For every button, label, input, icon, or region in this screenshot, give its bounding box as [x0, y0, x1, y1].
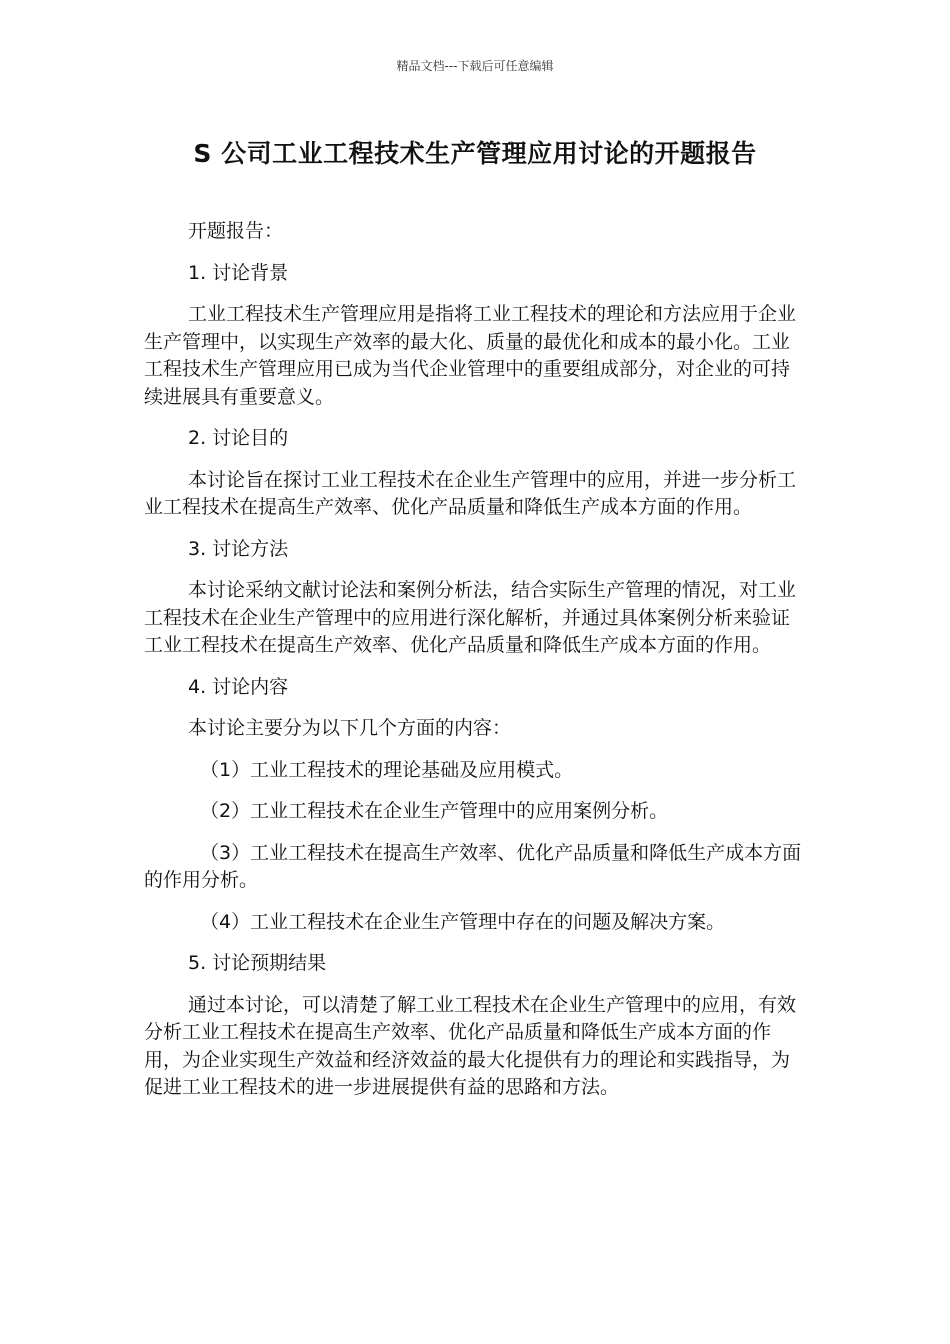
list-item: （2）工业工程技术在企业生产管理中的应用案例分析。 — [200, 800, 669, 822]
section-intro-content: 本讨论主要分为以下几个方面的内容： — [188, 717, 512, 739]
section-heading-background: 1. 讨论背景 — [188, 261, 289, 284]
intro-label: 开题报告： — [188, 220, 284, 242]
document-body — [144, 218, 808, 1102]
section-heading-expected-results: 5. 讨论预期结果 — [188, 952, 327, 974]
section-heading-method: 3. 讨论方法 — [188, 537, 289, 560]
list-item: （1）工业工程技术的理论基础及应用模式。 — [200, 758, 574, 781]
page-header: 精品文档---下载后可任意编辑 — [396, 59, 554, 73]
list-item: （4）工业工程技术在企业生产管理中存在的问题及解决方案。 — [200, 910, 726, 933]
section-body-method: 本讨论采纳文献讨论法和案例分析法，结合实际生产管理的情况，对工业工程技术在企业生产管理中的应用进行深化解析，并通过具体案例分析来验证工业工程技术在提高生产效率、优化产品质量和降低生产成本方面的作用。 — [144, 579, 797, 656]
list-item: （3）工业工程技术在提高生产效率、优化产品质量和降低生产成本方面的作用分析。 — [144, 841, 802, 891]
section-heading-content: 4. 讨论内容 — [188, 675, 289, 698]
section-heading-purpose: 2. 讨论目的 — [188, 427, 289, 449]
section-body-expected-results: 通过本讨论，可以清楚了解工业工程技术在企业生产管理中的应用，有效分析工业工程技术在提高生产效率、优化产品质量和降低生产成本方面的作用，为企业实现生产效益和经济效益的最大化提供有力的理论和实践指导，为促进工业工程技术的进一步进展提供有益的思路和方法。 — [144, 993, 797, 1098]
section-body-background: 工业工程技术生产管理应用是指将工业工程技术的理论和方法应用于企业生产管理中，以实现生产效率的最大化、质量的最优化和成本的最小化。工业工程技术生产管理应用已成为当代企业管理中的重要组成部分，对企业的可持续进展具有重要意义。 — [144, 303, 797, 408]
section-body-purpose: 本讨论旨在探讨工业工程技术在企业生产管理中的应用，并进一步分析工业工程技术在提高生产效率、优化产品质量和降低生产成本方面的作用。 — [144, 468, 797, 518]
document-title: S 公司工业工程技术生产管理应用讨论的开题报告 — [193, 139, 757, 168]
